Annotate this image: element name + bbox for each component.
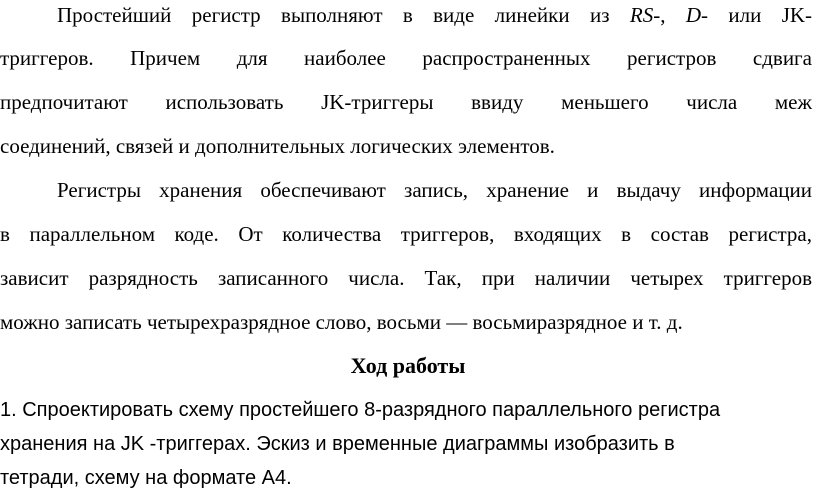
task-line-3: тетради, схему на формате А4. (0, 467, 292, 489)
rs-trigger-label: RS (629, 3, 654, 27)
task-line-1: 1. Спроектировать схему простейшего 8-разрядного параллельного регистра (0, 399, 721, 421)
paragraph-2-line-4: можно записать четырехразрядное слово, восьми — восьмиразрядное и т. д. (0, 310, 683, 334)
paragraph-1-line-4: соединений, связей и дополнительных логических элементов. (0, 134, 555, 158)
paragraph-1-line-1 (57, 1, 812, 29)
task-line-2: хранения на JK -триггерах. Эскиз и временные диаграммы изобразить в (0, 433, 675, 455)
paragraph-1-line-1-text: Простейший регистр выполняют в виде линейки из (57, 3, 610, 27)
paragraph-1-line-1-sep: -, (653, 3, 666, 27)
paragraph-1-line-3: предпочитают использовать JK-триггеры ввиду меньшего числа меж (0, 90, 812, 114)
paragraph-2-line-3: зависит разрядность записанного числа. Так, при наличии четырех триггеров (0, 266, 812, 290)
d-trigger-label: D (685, 3, 702, 27)
paragraph-2-line-1: Регистры хранения обеспечивают запись, хранение и выдачу информации (57, 178, 812, 202)
paragraph-1-line-1-end: - или JK- (701, 3, 813, 27)
paragraph-1-line-2: триггеров. Причем для наиболее распространенных регистров сдвига (0, 46, 812, 70)
section-heading: Ход работы (350, 353, 466, 378)
paragraph-2-line-2: в параллельном коде. От количества триггеров, входящих в состав регистра, (0, 222, 812, 246)
